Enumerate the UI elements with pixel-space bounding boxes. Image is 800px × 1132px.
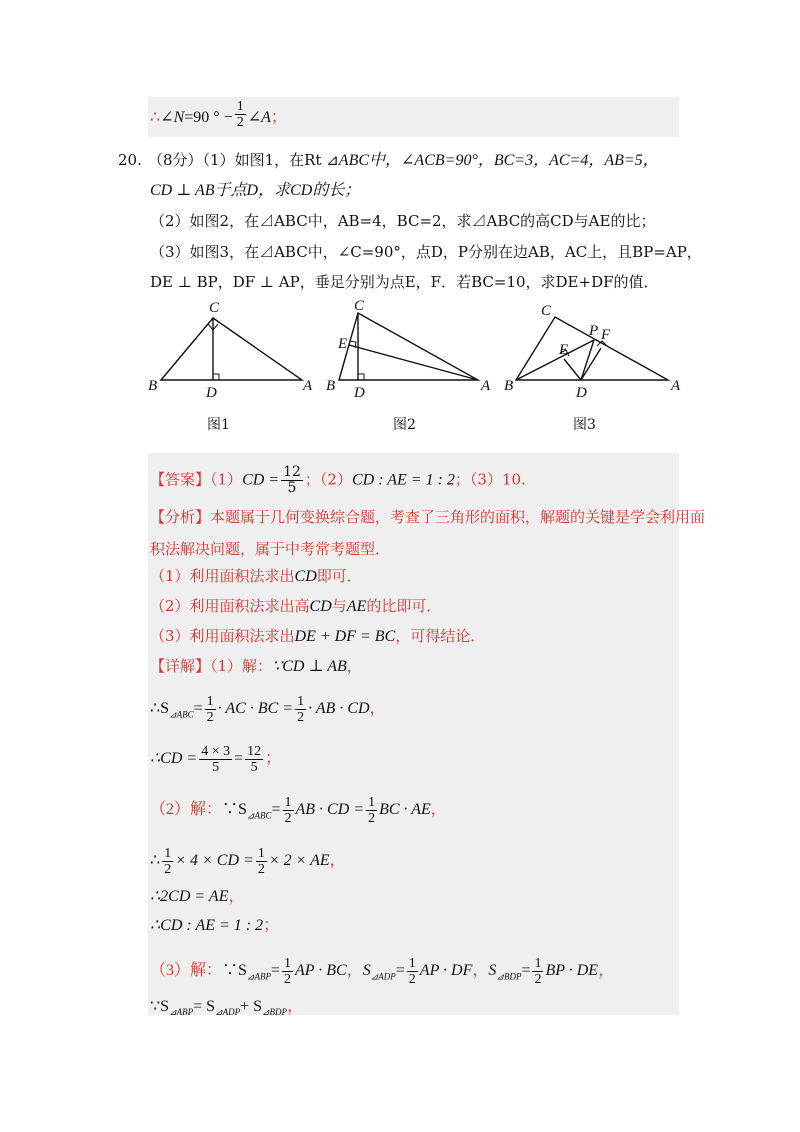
figure-1-caption: 图1 [207, 417, 230, 433]
analysis-item-1: （1）利用面积法求出CD即可． [150, 567, 362, 585]
analysis-item-2: （2）利用面积法求出高CD与AE的比即可． [150, 597, 442, 615]
fig3-label-e: E [559, 342, 569, 358]
problem-part-3-line-1: （3）如图3，在⊿ABC中，∠C=90°，点D，P分别在边AB，AC上，且BP=AP， [150, 243, 702, 261]
fig1-label-c: C [209, 300, 220, 316]
analysis-item-3: （3）利用面积法求出DE + DF = BC，可得结论． [150, 627, 486, 645]
fig3-label-b: B [504, 378, 514, 394]
figures-diagram [140, 295, 700, 405]
fig2-label-d: D [354, 385, 365, 401]
problem-number: 20. [118, 151, 142, 169]
fig3-label-d: D [576, 385, 587, 401]
answer-line: 【答案】（1）CD = $\frac{12}{5}$ ；（2）CD : AE = 1 : 2；（3）10. [150, 464, 526, 496]
top-result-line: ∴∠N=90 ° − $\frac{1}{2}$ ∠A； [150, 99, 287, 130]
detail-line-1: 【详解】（1）解：∵CD ⊥ AB， [150, 657, 362, 675]
fig2-label-a: A [481, 378, 491, 394]
fig2-label-e: E [338, 336, 348, 352]
detail-line-4: （2）解：$\because S_{⊿ABC}=$ $\frac{1}{2}$ AB · CD = $\frac{1}{2}$ BC · AE， [150, 795, 447, 826]
detail-line-5: ∴ $\frac{1}{2}$ × 4 × CD = $\frac{1}{2}$ × 2 × AE， [150, 846, 346, 877]
detail-line-8: （3）解：$\because S_{⊿ABP}=$ $\frac{1}{2}$ AP · BC，$S_{⊿ADP}=$ $\frac{1}{2}$ AP · DF，$S_{⊿BDP}=$ $\frac{1}{2}$ BP · DE， [150, 956, 615, 987]
detail-line-9: $\because S_{⊿ABP}= S_{⊿ADP}+ S_{⊿BDP}$， [150, 998, 304, 1018]
figure-2-caption: 图2 [393, 417, 416, 433]
fraction: $\frac{1}{2}$ [236, 99, 244, 130]
detail-line-7: ∴CD : AE = 1 : 2； [150, 917, 280, 934]
detail-line-2: $\therefore S_{⊿ABC}=$ $\frac{1}{2}$ · AC · BC = $\frac{1}{2}$ · AB · CD， [150, 694, 386, 725]
problem-line-1: （8分）（1）如图1，在Rt ⊿ABC中，∠ACB=90°，BC=3，AC=4，AB=5， [148, 151, 659, 169]
detail-line-3: ∴CD = $\frac{4 \times 3}{5}$ = $\frac{12}{5}$ ； [150, 744, 282, 775]
fig3-label-c: C [541, 303, 552, 319]
fraction: $\frac{12}{5}$ [283, 464, 301, 496]
fig2-label-b: B [326, 378, 336, 394]
figure-3-caption: 图3 [573, 417, 596, 433]
problem-line-2: CD ⊥ AB于点D，求CD的长； [150, 182, 361, 199]
figure-1 [161, 318, 302, 380]
figure-2 [339, 313, 478, 380]
detail-line-6: ∴2CD = AE， [150, 888, 245, 905]
fig3-label-p: P [589, 323, 599, 339]
analysis-line-2: 积法解决问题，属于中考常考题型． [150, 540, 391, 558]
problem-part-3-line-2: DE ⊥ BP，DF ⊥ AP，垂足分别为点E，F．若BC=10，求DE+DF的值． [150, 273, 659, 291]
fig3-label-a: A [671, 378, 681, 394]
fig1-label-d: D [206, 385, 217, 401]
analysis-line-1: 【分析】本题属于几何变换综合题，考查了三角形的面积，解题的关键是学会利用面 [150, 508, 706, 526]
fig3-label-f: F [601, 327, 611, 343]
fig1-label-b: B [148, 378, 158, 394]
fig2-label-c: C [354, 298, 365, 314]
problem-part-2: （2）如图2，在⊿ABC中，AB=4，BC=2，求⊿ABC的高CD与AE的比； [150, 212, 656, 230]
fig1-label-a: A [303, 378, 313, 394]
